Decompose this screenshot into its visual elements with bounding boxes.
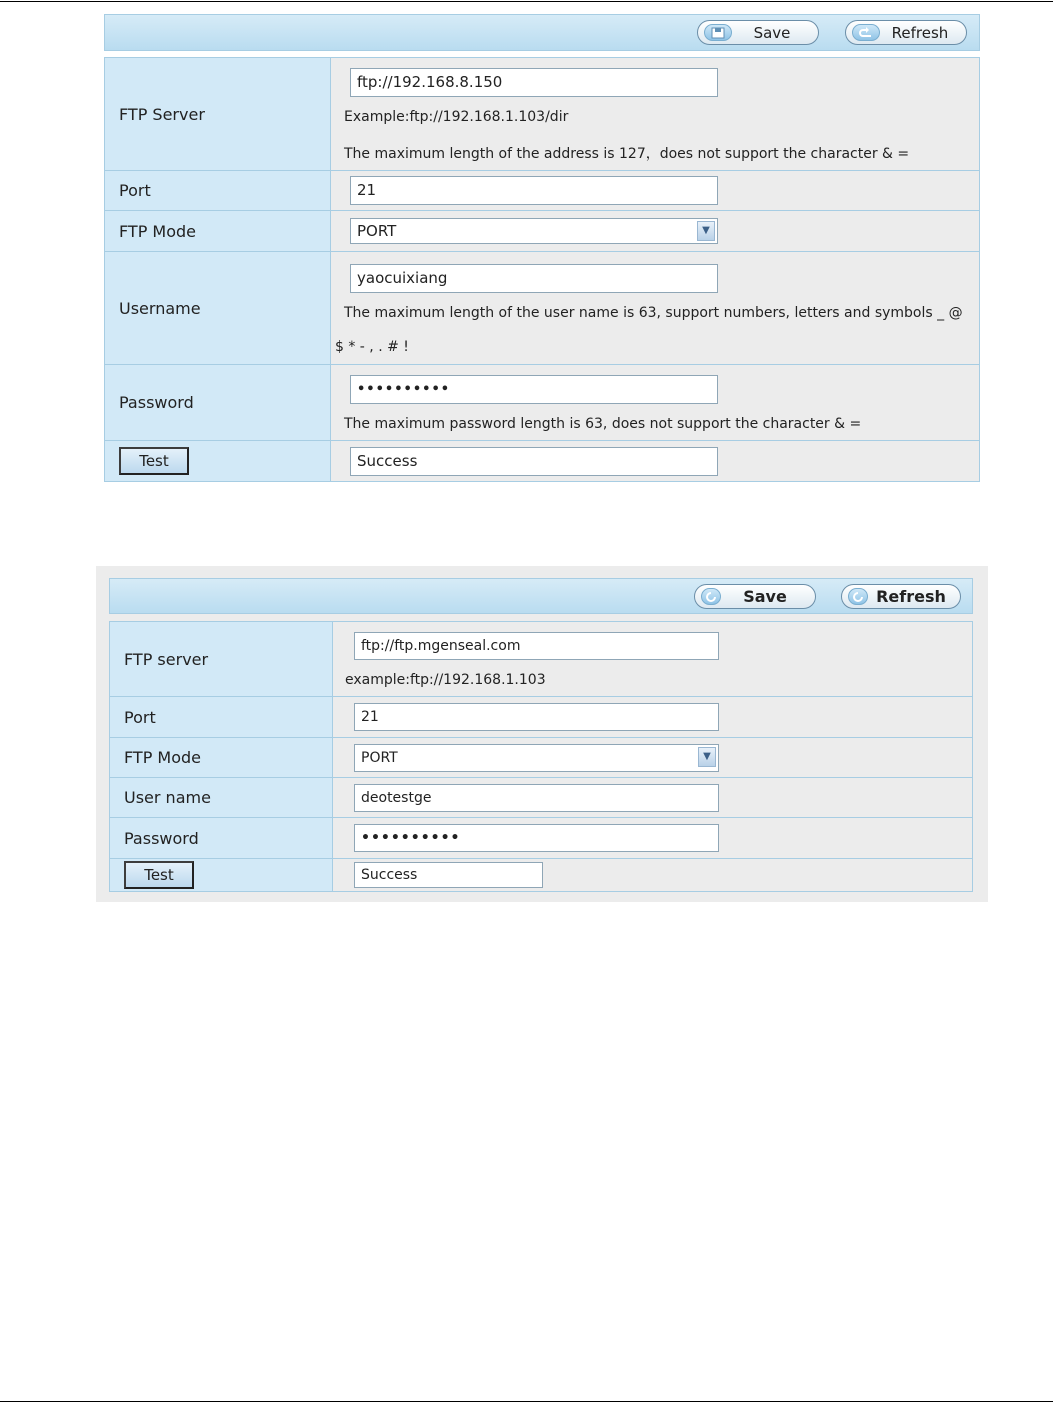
test-result-field: Success	[350, 447, 718, 476]
port-input[interactable]: 21	[354, 703, 719, 731]
ftp-server-input[interactable]: ftp://192.168.8.150	[350, 68, 718, 97]
bottom-page-rule	[0, 1401, 1053, 1402]
row-ftp-mode	[110, 738, 973, 778]
row-ftp-mode	[105, 211, 980, 252]
port-label: Port	[110, 697, 333, 738]
row-ftp-server	[110, 622, 973, 697]
save-button[interactable]	[694, 584, 816, 609]
ftp-server-note: The maximum length of the address is 127，does not support the character & =	[344, 145, 910, 162]
ftp-server-input[interactable]: ftp://ftp.mgenseal.com	[354, 632, 719, 660]
refresh-circle-icon	[848, 588, 868, 605]
password-note: The maximum password length is 63, does not support the character & =	[344, 416, 862, 432]
ftp-server-label: FTP Server	[105, 58, 331, 171]
refresh-circle-icon	[701, 588, 721, 605]
ftp-settings-table	[109, 621, 973, 892]
refresh-button-label: Refresh	[876, 587, 946, 606]
chevron-down-icon[interactable]: ▼	[697, 221, 715, 241]
ftp-settings-table	[104, 57, 980, 482]
chevron-down-icon[interactable]: ▼	[698, 747, 716, 767]
save-button-label: Save	[753, 23, 791, 42]
row-test	[105, 441, 980, 482]
password-label: Password	[105, 365, 331, 441]
ftp-mode-select[interactable]	[354, 744, 719, 772]
test-button[interactable]: Test	[119, 447, 189, 475]
ftp-server-example: Example:ftp://192.168.1.103/dir	[344, 108, 569, 125]
username-note-line2: $ * - , . # !	[335, 338, 409, 355]
ftp-mode-selected-value: PORT	[361, 749, 398, 766]
save-button[interactable]	[697, 20, 819, 45]
ftp-mode-select[interactable]	[350, 218, 718, 244]
test-button[interactable]: Test	[124, 861, 194, 889]
row-password	[110, 818, 973, 859]
port-input[interactable]: 21	[350, 176, 718, 205]
username-label: User name	[110, 778, 333, 818]
username-note-line1: The maximum length of the user name is 63, support numbers, letters and symbols _ @	[344, 304, 963, 321]
username-input[interactable]: deotestge	[354, 784, 719, 812]
ftp-mode-label: FTP Mode	[110, 738, 333, 778]
password-label: Password	[110, 818, 333, 859]
password-input[interactable]: ••••••••••	[354, 824, 719, 852]
ftp-settings-panel-1	[104, 14, 980, 482]
refresh-arrow-icon	[852, 24, 880, 41]
username-input[interactable]: yaocuixiang	[350, 264, 718, 293]
refresh-button[interactable]	[841, 584, 961, 609]
save-button-label: Save	[743, 587, 787, 606]
ftp-server-example: example:ftp://192.168.1.103	[345, 672, 546, 688]
row-ftp-server	[105, 58, 980, 171]
row-test	[110, 859, 973, 892]
row-password	[105, 365, 980, 441]
test-result-field: Success	[354, 862, 543, 888]
row-username	[105, 252, 980, 365]
ftp-mode-label: FTP Mode	[105, 211, 331, 252]
floppy-disk-icon	[704, 24, 732, 41]
refresh-button-label: Refresh	[891, 23, 949, 42]
row-port	[105, 171, 980, 211]
password-input[interactable]: ••••••••••	[350, 375, 718, 404]
ftp-mode-selected-value: PORT	[357, 222, 397, 240]
row-username	[110, 778, 973, 818]
panel-toolbar	[109, 578, 973, 614]
username-label: Username	[105, 252, 331, 365]
port-label: Port	[105, 171, 331, 211]
panel-toolbar	[104, 14, 980, 51]
row-port	[110, 697, 973, 738]
ftp-settings-panel-2	[109, 578, 973, 892]
refresh-button[interactable]	[845, 20, 967, 45]
top-page-rule	[0, 1, 1053, 2]
ftp-server-label: FTP server	[110, 622, 333, 697]
